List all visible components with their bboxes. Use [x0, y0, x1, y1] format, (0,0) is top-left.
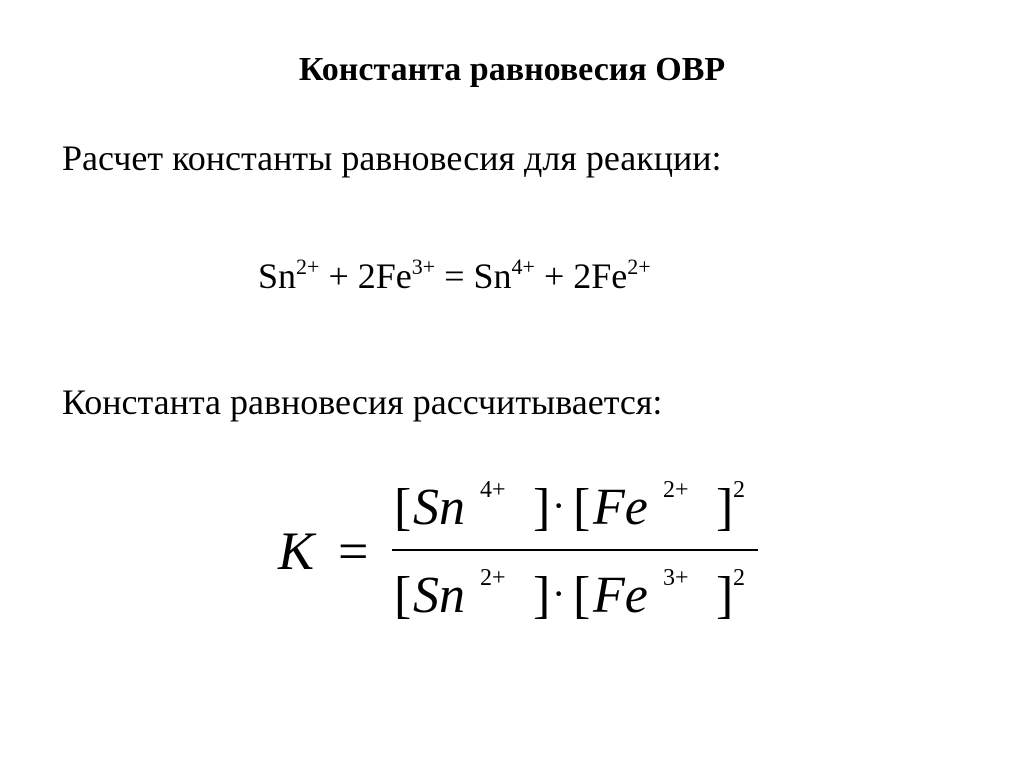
reaction-plus-fe-left: + 2Fe [319, 256, 412, 296]
formula-k-symbol: K [278, 521, 315, 581]
numerator-power: 2 [733, 477, 745, 503]
denominator-fe-charge: 3+ [663, 565, 689, 591]
denominator-sn: Sn [413, 567, 465, 624]
denominator-left-bracket-2: [ [573, 567, 591, 624]
slide-title: Константа равновесия ОВР [298, 51, 726, 88]
formula-equals-sign: = [338, 521, 369, 581]
denominator-right-bracket-2: ] [716, 567, 734, 624]
numerator-left-bracket-1: [ [394, 479, 412, 536]
numerator-right-bracket-2: ] [716, 479, 734, 536]
numerator-sn: Sn [413, 479, 465, 536]
reaction-sn-left-charge: 2+ [296, 254, 320, 279]
numerator-left-bracket-2: [ [573, 479, 591, 536]
denominator-dot: · [552, 571, 566, 616]
calc-text: Константа равновесия рассчитывается: [62, 382, 663, 422]
numerator-right-bracket-1: ] [533, 479, 551, 536]
reaction-equation [258, 252, 651, 305]
numerator-fe-charge: 2+ [663, 477, 689, 503]
denominator-fe: Fe [593, 567, 648, 624]
reaction-sn-left: Sn [258, 256, 297, 296]
reaction-fe-left-charge: 3+ [411, 254, 436, 279]
intro-text: Расчет константы равновесия для реакции: [62, 138, 722, 178]
denominator-right-bracket-1: ] [533, 567, 551, 624]
numerator-dot: · [552, 483, 566, 528]
fraction-line [392, 549, 758, 551]
numerator-sn-charge: 4+ [480, 477, 506, 503]
denominator-power: 2 [733, 565, 745, 591]
numerator-fe: Fe [593, 479, 648, 536]
reaction-fe-right-charge: 2+ [627, 254, 651, 279]
reaction-plus-fe-right: + 2Fe [534, 256, 628, 296]
reaction-sn-right-charge: 4+ [511, 254, 535, 279]
denominator-left-bracket-1: [ [394, 567, 412, 624]
reaction-eq-sn-right: = Sn [435, 256, 512, 296]
denominator-sn-charge: 2+ [480, 565, 506, 591]
